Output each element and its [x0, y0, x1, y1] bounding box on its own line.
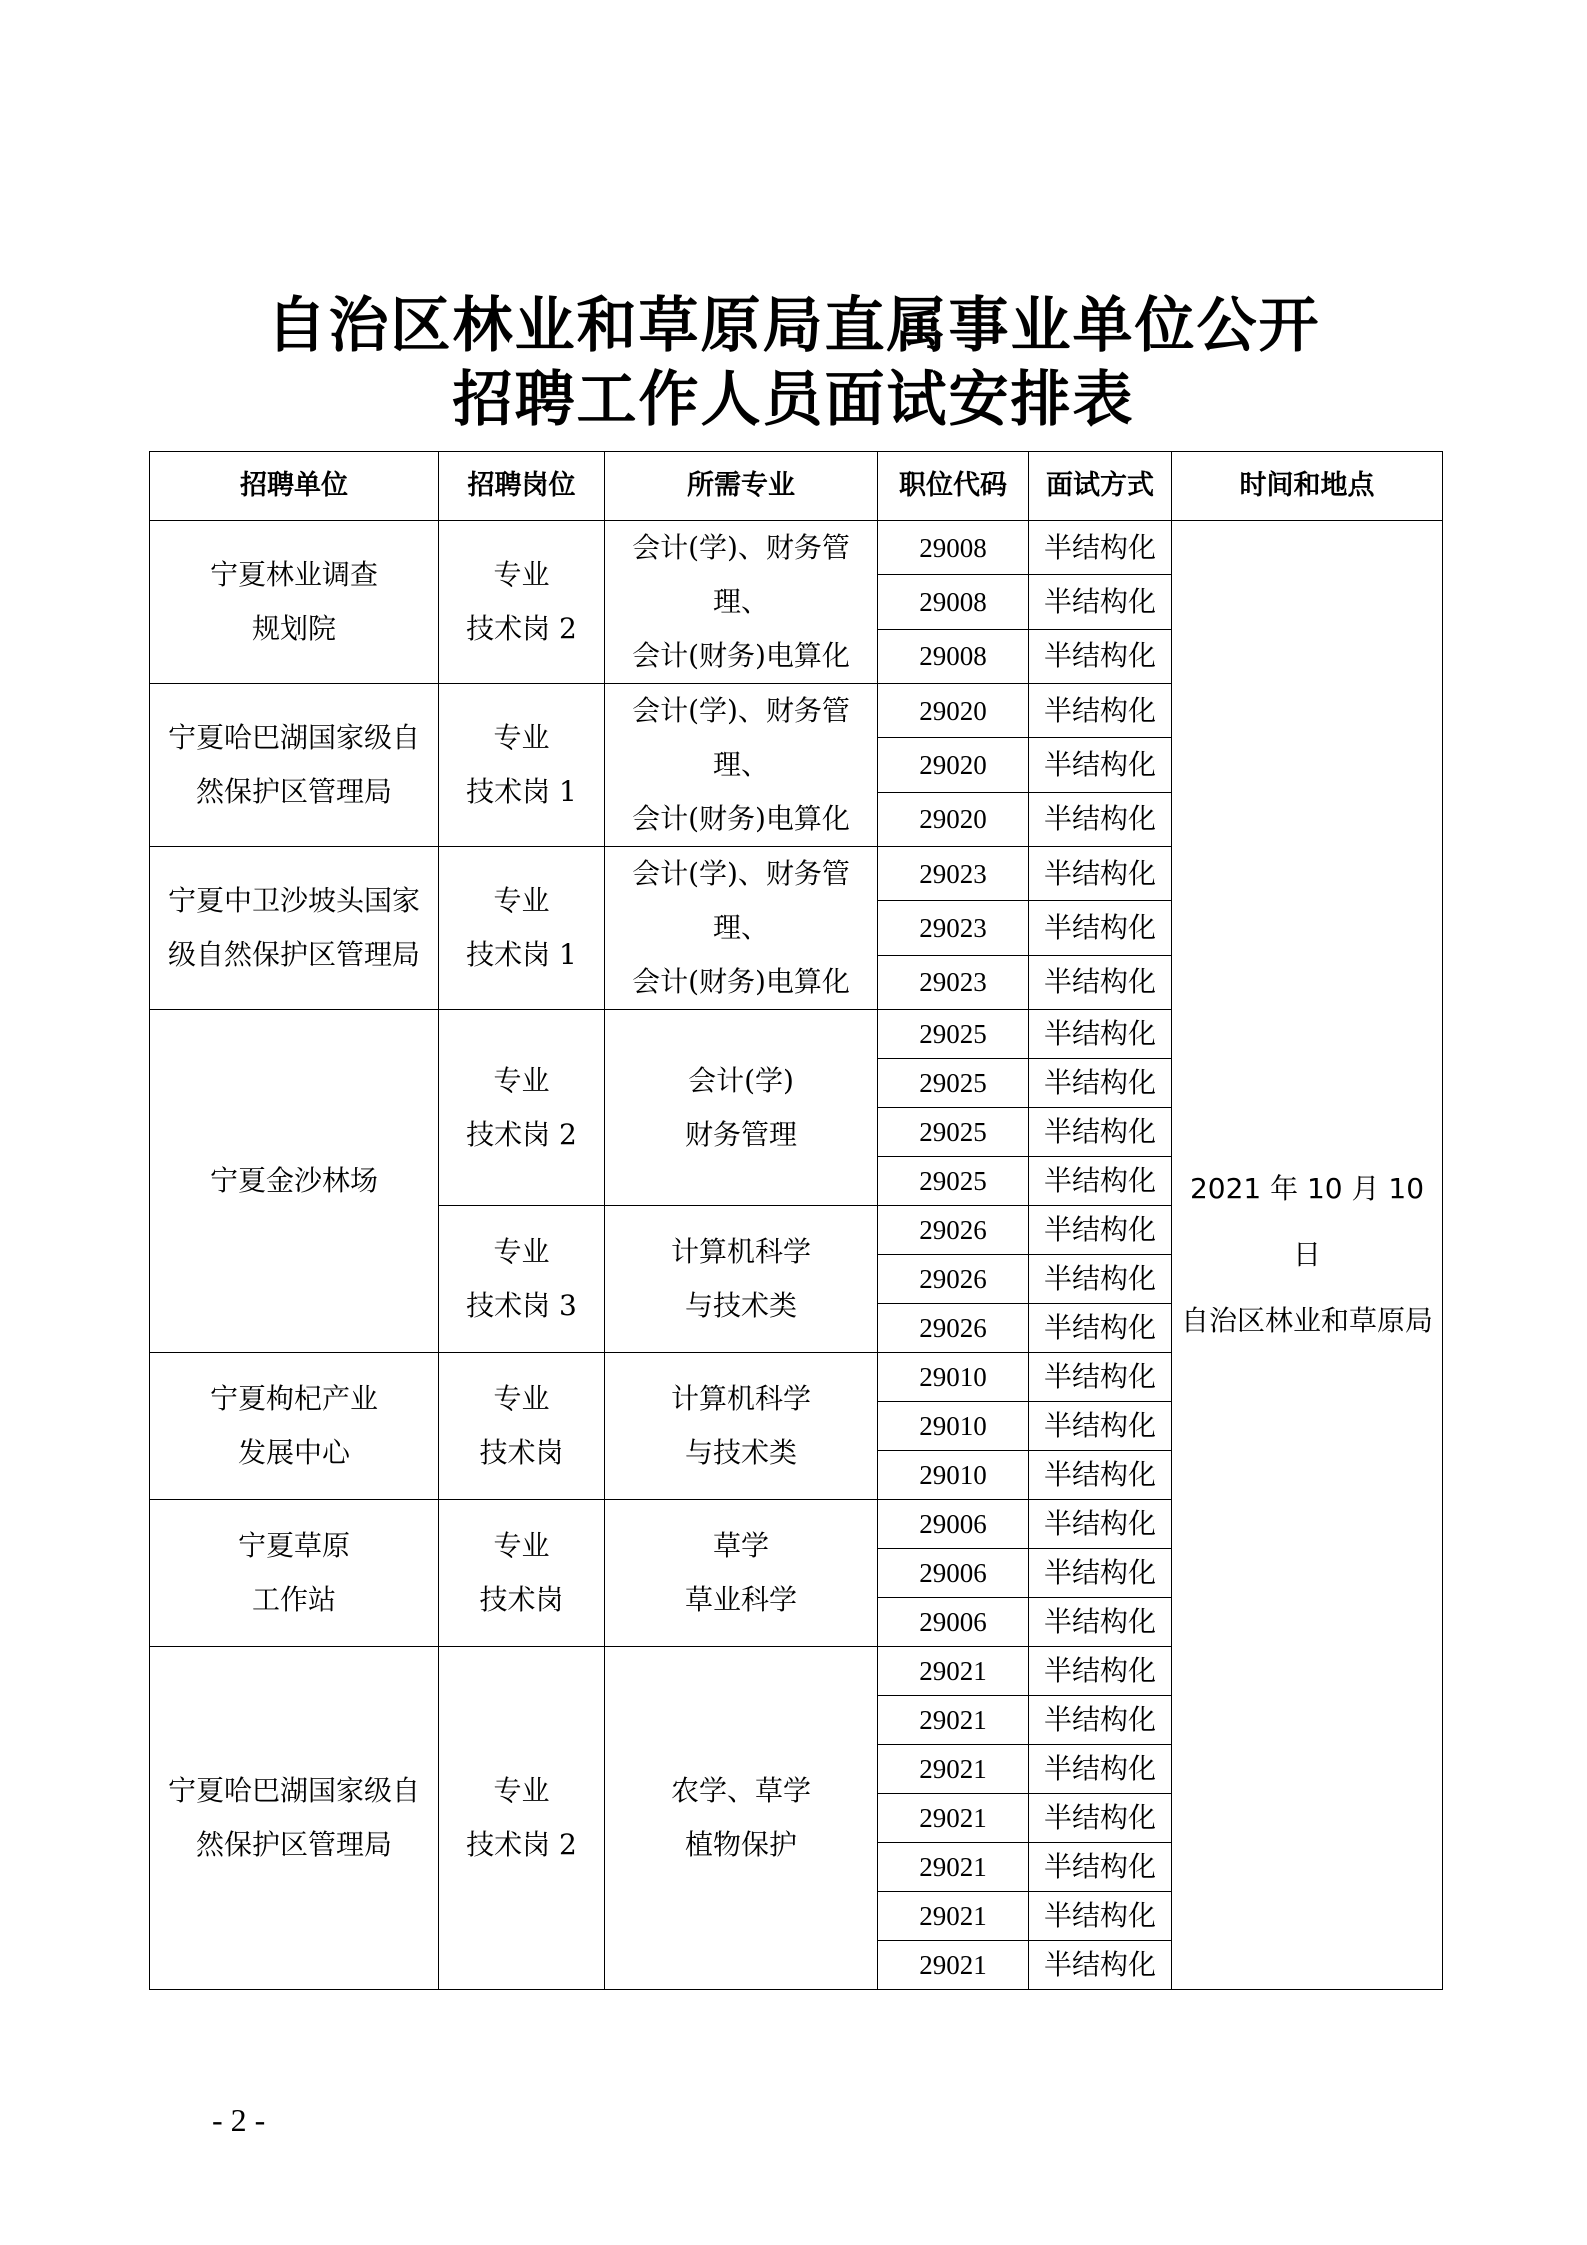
method-cell: 半结构化: [1029, 1157, 1172, 1206]
method-cell: 半结构化: [1029, 1843, 1172, 1892]
major-cell: [605, 1500, 878, 1647]
unit-cell: [150, 847, 439, 1010]
cell-line: 专业: [493, 1063, 550, 1097]
cell-line: 专业: [493, 1382, 550, 1415]
cell-line: 技术岗 1: [466, 938, 577, 971]
cell-line: 技术岗 1: [466, 775, 577, 808]
code-cell: 29008: [878, 629, 1029, 683]
unit-cell: [150, 1647, 439, 1990]
header-unit: 招聘单位: [150, 452, 439, 521]
header-time-place: 时间和地点: [1172, 452, 1443, 521]
table-body: [150, 521, 1443, 1990]
method-cell: 半结构化: [1029, 575, 1172, 629]
code-cell: 29008: [878, 521, 1029, 575]
code-cell: 29021: [878, 1696, 1029, 1745]
code-cell: 29023: [878, 847, 1029, 901]
code-cell: 29021: [878, 1745, 1029, 1794]
interview-schedule-table: [149, 451, 1443, 1990]
code-cell: 29008: [878, 575, 1029, 629]
header-code: 职位代码: [878, 452, 1029, 521]
time-place-cell: [1172, 521, 1443, 1990]
method-cell: 半结构化: [1029, 1353, 1172, 1402]
cell-line: 草学: [712, 1529, 769, 1562]
major-cell: [605, 847, 878, 1010]
code-cell: 29021: [878, 1892, 1029, 1941]
code-cell: 29026: [878, 1255, 1029, 1304]
unit-cell: [150, 1353, 439, 1500]
post-cell: [439, 521, 605, 684]
post-cell: [439, 1500, 605, 1647]
header-method: 面试方式: [1029, 452, 1172, 521]
cell-line: 然保护区管理局: [195, 775, 392, 808]
code-cell: 29025: [878, 1010, 1029, 1059]
method-cell: 半结构化: [1029, 1402, 1172, 1451]
code-cell: 29021: [878, 1843, 1029, 1892]
cell-line: 技术岗: [479, 1436, 564, 1469]
cell-line: 宁夏哈巴湖国家级自: [167, 721, 420, 754]
cell-line: 宁夏草原: [237, 1529, 350, 1562]
cell-line: 宁夏枸杞产业: [209, 1382, 378, 1415]
table-header-row: [150, 452, 1443, 521]
cell-line: 技术岗 2: [466, 612, 577, 645]
header-post: 招聘岗位: [439, 452, 605, 521]
cell-line: 会计(财务)电算化: [632, 639, 850, 672]
cell-line: 技术岗 2: [466, 1117, 577, 1151]
cell-line: 技术岗 2: [466, 1828, 577, 1861]
major-cell: [605, 1010, 878, 1206]
cell-line: 宁夏哈巴湖国家级自: [167, 1774, 420, 1807]
interview-date: 2021 年 10 月 10 日: [1189, 1172, 1425, 1271]
header-major: 所需专业: [605, 452, 878, 521]
major-cell: [605, 1647, 878, 1990]
cell-line: 宁夏林业调查: [209, 558, 378, 591]
cell-line: 草业科学: [684, 1583, 797, 1616]
method-cell: 半结构化: [1029, 1500, 1172, 1549]
code-cell: 29021: [878, 1794, 1029, 1843]
post-cell: [439, 684, 605, 847]
post-cell: [439, 1206, 605, 1353]
interview-place: 自治区林业和草原局: [1180, 1304, 1433, 1337]
cell-line: 专业: [493, 884, 550, 917]
cell-line: 植物保护: [684, 1828, 797, 1861]
method-cell: 半结构化: [1029, 1745, 1172, 1794]
page-title-line-2: 招聘工作人员面试安排表: [452, 365, 1135, 435]
method-cell: 半结构化: [1029, 521, 1172, 575]
code-cell: 29025: [878, 1157, 1029, 1206]
cell-line: 与技术类: [684, 1436, 797, 1469]
code-cell: 29020: [878, 792, 1029, 846]
cell-line: 会计(学): [688, 1063, 794, 1097]
unit-cell: [150, 1010, 439, 1353]
cell-line: 财务管理: [684, 1117, 797, 1151]
method-cell: 半结构化: [1029, 1647, 1172, 1696]
method-cell: 半结构化: [1029, 1010, 1172, 1059]
code-cell: 29010: [878, 1402, 1029, 1451]
cell-line: 计算机科学: [670, 1382, 811, 1415]
code-cell: 29020: [878, 684, 1029, 738]
cell-line: 专业: [493, 1235, 550, 1268]
method-cell: 半结构化: [1029, 1206, 1172, 1255]
code-cell: 29006: [878, 1598, 1029, 1647]
method-cell: 半结构化: [1029, 1059, 1172, 1108]
method-cell: 半结构化: [1029, 629, 1172, 683]
code-cell: 29006: [878, 1500, 1029, 1549]
code-cell: 29025: [878, 1108, 1029, 1157]
method-cell: 半结构化: [1029, 1892, 1172, 1941]
cell-line: 会计(财务)电算化: [632, 802, 850, 835]
cell-line: 级自然保护区管理局: [167, 938, 420, 971]
cell-line: 会计(学)、财务管理、: [632, 694, 850, 781]
cell-line: 专业: [493, 558, 550, 591]
method-cell: 半结构化: [1029, 1941, 1172, 1990]
major-cell: [605, 1353, 878, 1500]
cell-line: 与技术类: [684, 1289, 797, 1322]
major-cell: [605, 684, 878, 847]
method-cell: 半结构化: [1029, 738, 1172, 792]
cell-line: 技术岗 3: [466, 1289, 577, 1322]
code-cell: 29021: [878, 1647, 1029, 1696]
major-cell: [605, 1206, 878, 1353]
method-cell: 半结构化: [1029, 847, 1172, 901]
method-cell: 半结构化: [1029, 955, 1172, 1009]
method-cell: 半结构化: [1029, 684, 1172, 738]
method-cell: 半结构化: [1029, 1304, 1172, 1353]
cell-line: 会计(学)、财务管理、: [632, 857, 850, 944]
method-cell: 半结构化: [1029, 1598, 1172, 1647]
cell-line: 农学、草学: [670, 1774, 811, 1807]
code-cell: 29010: [878, 1451, 1029, 1500]
code-cell: 29026: [878, 1304, 1029, 1353]
cell-line: 发展中心: [237, 1436, 350, 1469]
table-row: [150, 521, 1443, 575]
method-cell: 半结构化: [1029, 1451, 1172, 1500]
code-cell: 29025: [878, 1059, 1029, 1108]
code-cell: 29006: [878, 1549, 1029, 1598]
unit-cell: [150, 684, 439, 847]
cell-line: 专业: [493, 1774, 550, 1807]
cell-line: 会计(财务)电算化: [632, 965, 850, 998]
post-cell: [439, 1010, 605, 1206]
code-cell: 29023: [878, 901, 1029, 955]
cell-line: 计算机科学: [670, 1235, 811, 1268]
page-title-line-1: 自治区林业和草原局直属事业单位公开: [266, 291, 1321, 361]
cell-line: 然保护区管理局: [195, 1828, 392, 1861]
cell-line: 会计(学)、财务管理、: [632, 531, 850, 618]
cell-line: 宁夏中卫沙坡头国家: [167, 884, 420, 917]
method-cell: 半结构化: [1029, 1696, 1172, 1745]
cell-line: 技术岗: [479, 1583, 564, 1616]
method-cell: 半结构化: [1029, 792, 1172, 846]
unit-cell: [150, 1500, 439, 1647]
method-cell: 半结构化: [1029, 901, 1172, 955]
post-cell: [439, 1647, 605, 1990]
cell-line: 专业: [493, 1529, 550, 1562]
unit-cell: [150, 521, 439, 684]
post-cell: [439, 1353, 605, 1500]
cell-line: 规划院: [251, 612, 336, 645]
method-cell: 半结构化: [1029, 1108, 1172, 1157]
cell-line: 工作站: [251, 1583, 336, 1616]
code-cell: 29023: [878, 955, 1029, 1009]
method-cell: 半结构化: [1029, 1794, 1172, 1843]
post-cell: [439, 847, 605, 1010]
code-cell: 29020: [878, 738, 1029, 792]
major-cell: [605, 521, 878, 684]
cell-line: 宁夏金沙林场: [209, 1164, 378, 1197]
code-cell: 29021: [878, 1941, 1029, 1990]
page-number: - 2 -: [212, 2102, 266, 2138]
cell-line: 专业: [493, 721, 550, 754]
code-cell: 29010: [878, 1353, 1029, 1402]
method-cell: 半结构化: [1029, 1255, 1172, 1304]
code-cell: 29026: [878, 1206, 1029, 1255]
method-cell: 半结构化: [1029, 1549, 1172, 1598]
